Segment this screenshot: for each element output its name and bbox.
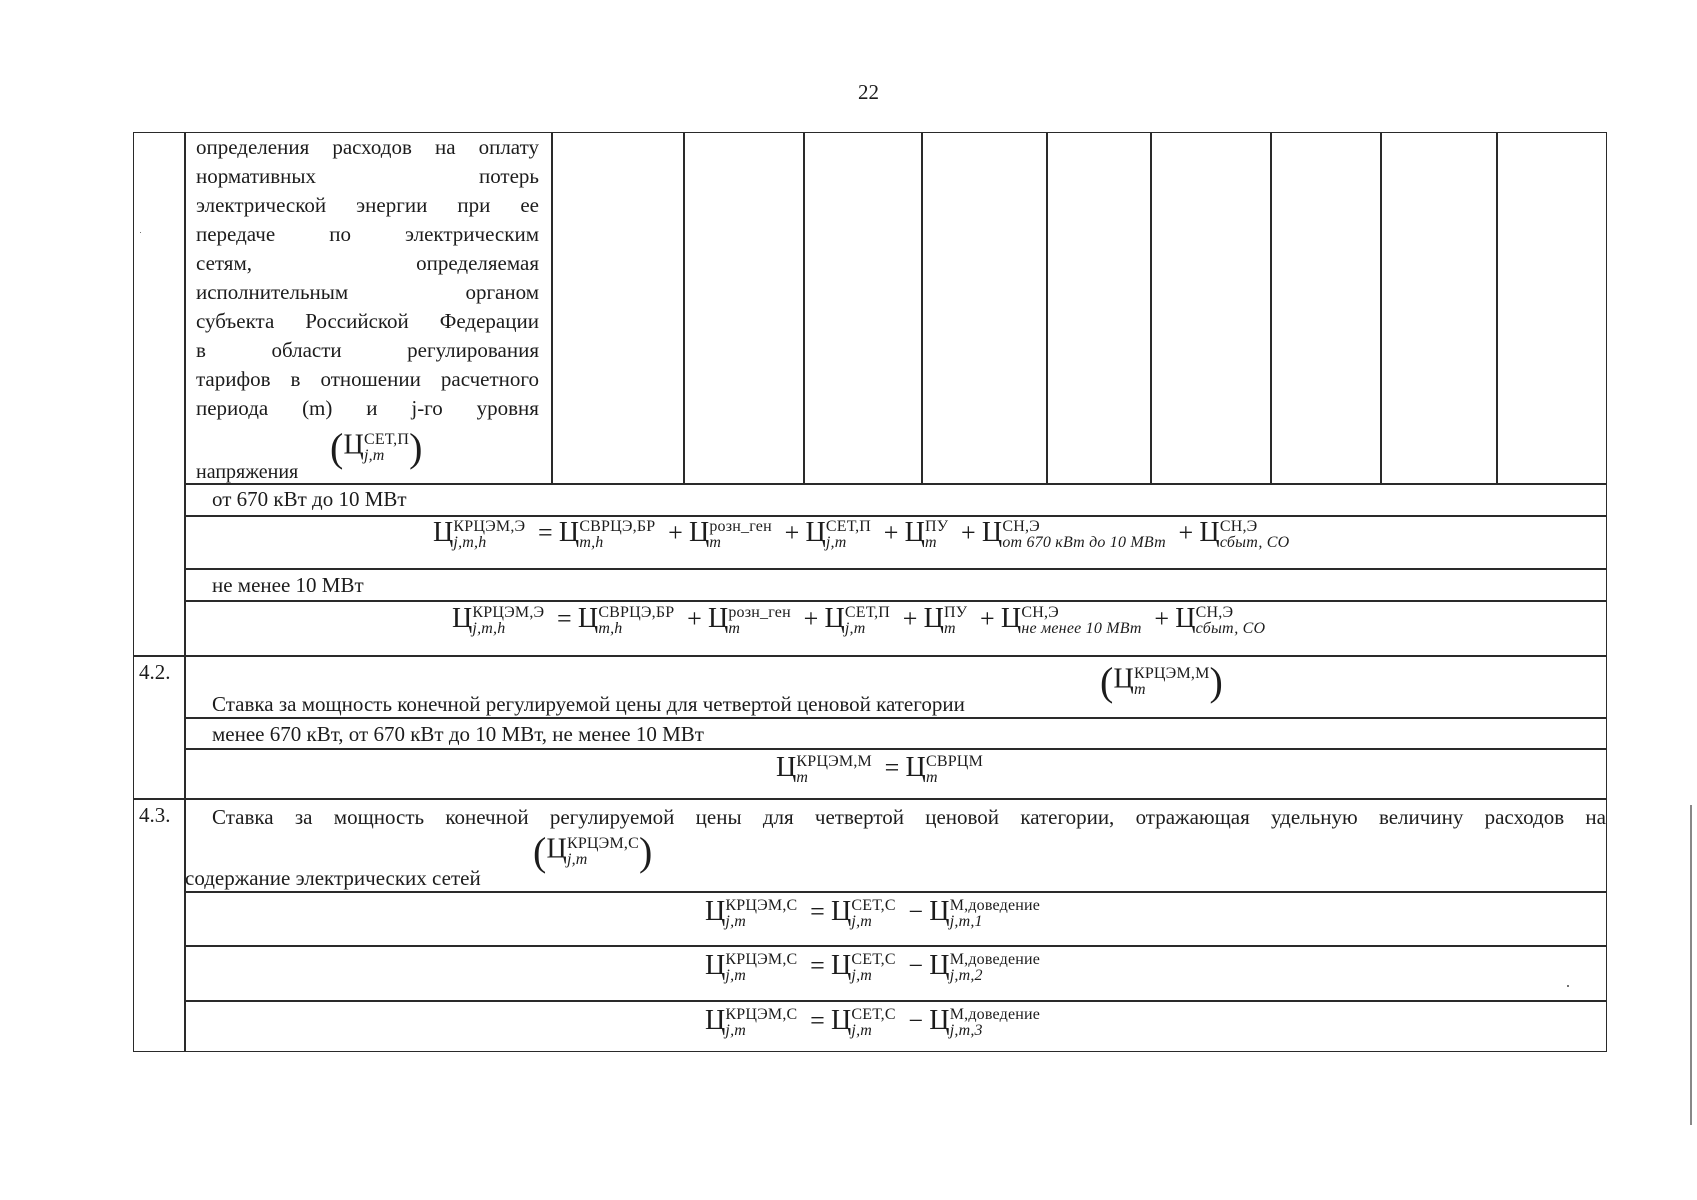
row1-word: уровня xyxy=(476,396,539,420)
row1-word: сетям, xyxy=(196,251,252,275)
section-4-3-text-2: содержание электрических сетей xyxy=(185,866,481,890)
row1-word: энергии xyxy=(356,193,428,217)
row1-line xyxy=(196,249,539,278)
col-divider xyxy=(683,132,685,483)
row1-word: в xyxy=(290,367,301,391)
row1-word: (m) xyxy=(302,396,333,420)
row1-word: на xyxy=(434,135,456,159)
row1-line xyxy=(196,191,539,220)
row1-word: Федерации xyxy=(439,309,539,333)
row1-word: субъекта xyxy=(196,309,275,333)
row1-line xyxy=(196,365,539,394)
row1-word: оплату xyxy=(478,135,539,159)
formula-band-670-10: Ц КРЦЭМ,Э j,m,h = Ц СВРЦЭ,БР m,h + Ц розн_ген m + Ц СЕТ,П j,m + Ц ПУ m + Ц СН,Э от 670 кВт до 10 МВт + Ц СН,Э сбыт, СО xyxy=(433,517,1290,552)
formula-band-10: Ц КРЦЭМ,Э j,m,h = Ц СВРЦЭ,БР m,h + Ц розн_ген m + Ц СЕТ,П j,m + Ц ПУ m + Ц СН,Э не менее 10 МВт + Ц СН,Э сбыт, СО xyxy=(452,603,1266,638)
col-divider xyxy=(803,132,805,483)
row1-word: определения xyxy=(196,135,310,159)
col-divider xyxy=(1046,132,1048,483)
row1-word: определяемая xyxy=(416,251,539,275)
row1-word: регулирования xyxy=(407,338,539,362)
row1-word: в xyxy=(196,338,206,362)
row1-word: расчетного xyxy=(440,367,539,391)
row1-line xyxy=(196,220,539,249)
row1-word: передаче xyxy=(196,222,276,246)
col-divider xyxy=(921,132,923,483)
row-divider xyxy=(133,798,1607,800)
col-divider xyxy=(184,132,186,1052)
section-4-2-text: Ставка за мощность конечной регулируемой цены для четвертой ценовой категории xyxy=(212,692,965,716)
row1-word: отношении xyxy=(320,367,421,391)
formula-4-3-3: Ц КРЦЭМ,С j,m = Ц СЕТ,С j,m − Ц М,доведение j,m,3 xyxy=(705,1005,1041,1040)
section-4-3-text: Ставка за мощность конечной регулируемой цены для четвертой ценовой категории, отражающая удельную величину расходов на xyxy=(212,805,1606,829)
section-4-2-symbol: (Ц КРЦЭМ,М m ) xyxy=(1100,659,1224,704)
row1-line xyxy=(196,307,539,336)
row1-line xyxy=(196,162,539,191)
scan-edge xyxy=(1690,805,1692,1125)
row1-line xyxy=(196,278,539,307)
row-divider xyxy=(184,945,1607,947)
page-number: 22 xyxy=(858,80,879,104)
section-number-4-2: 4.2. xyxy=(139,660,171,684)
band-670-10-label: от 670 кВт до 10 МВт xyxy=(212,487,407,511)
row1-word: и xyxy=(366,396,378,420)
row1-line xyxy=(196,336,539,365)
row1-word: органом xyxy=(465,280,539,304)
section-4-3-symbol: (Ц КРЦЭМ,С j,m ) xyxy=(533,829,653,874)
row1-word: j-го xyxy=(411,396,443,420)
row1-word: потерь xyxy=(478,164,539,188)
col-divider xyxy=(551,132,553,483)
scan-speck xyxy=(1567,985,1569,987)
row1-word: при xyxy=(457,193,491,217)
row1-word: электрической xyxy=(196,193,327,217)
scan-speck xyxy=(140,232,141,233)
col-divider xyxy=(1496,132,1498,483)
row1-line xyxy=(196,394,539,423)
row1-word: периода xyxy=(196,396,269,420)
band-10-label: не менее 10 МВт xyxy=(212,573,364,597)
row1-last-line: напряжения xyxy=(196,461,299,483)
col-divider xyxy=(1270,132,1272,483)
section-4-2-band-label: менее 670 кВт, от 670 кВт до 10 МВт, не менее 10 МВт xyxy=(212,722,704,746)
row1-word: по xyxy=(329,222,351,246)
row1-word: нормативных xyxy=(196,164,317,188)
row1-word: Российской xyxy=(305,309,409,333)
section-number-4-3: 4.3. xyxy=(139,803,171,827)
row1-word: электрическим xyxy=(405,222,539,246)
row-divider xyxy=(184,600,1607,602)
row-divider xyxy=(133,655,1607,657)
row-divider xyxy=(184,568,1607,570)
formula-4-3-1: Ц КРЦЭМ,С j,m = Ц СЕТ,С j,m − Ц М,доведение j,m,1 xyxy=(705,896,1041,931)
col-divider xyxy=(1380,132,1382,483)
row1-word: расходов xyxy=(332,135,412,159)
row1-word: области xyxy=(271,338,342,362)
row1-word: исполнительным xyxy=(196,280,349,304)
row1-word: ее xyxy=(520,193,539,217)
row1-symbol: (Ц СЕТ,П j,m ) xyxy=(330,425,423,470)
row1-line xyxy=(196,133,539,162)
formula-4-3-2: Ц КРЦЭМ,С j,m = Ц СЕТ,С j,m − Ц М,доведение j,m,2 xyxy=(705,950,1041,985)
row1-word: тарифов xyxy=(196,367,271,391)
col-divider xyxy=(1150,132,1152,483)
row-divider xyxy=(184,1000,1607,1002)
formula-4-2: Ц КРЦЭМ,М m = Ц СВРЦМ m xyxy=(776,752,983,787)
